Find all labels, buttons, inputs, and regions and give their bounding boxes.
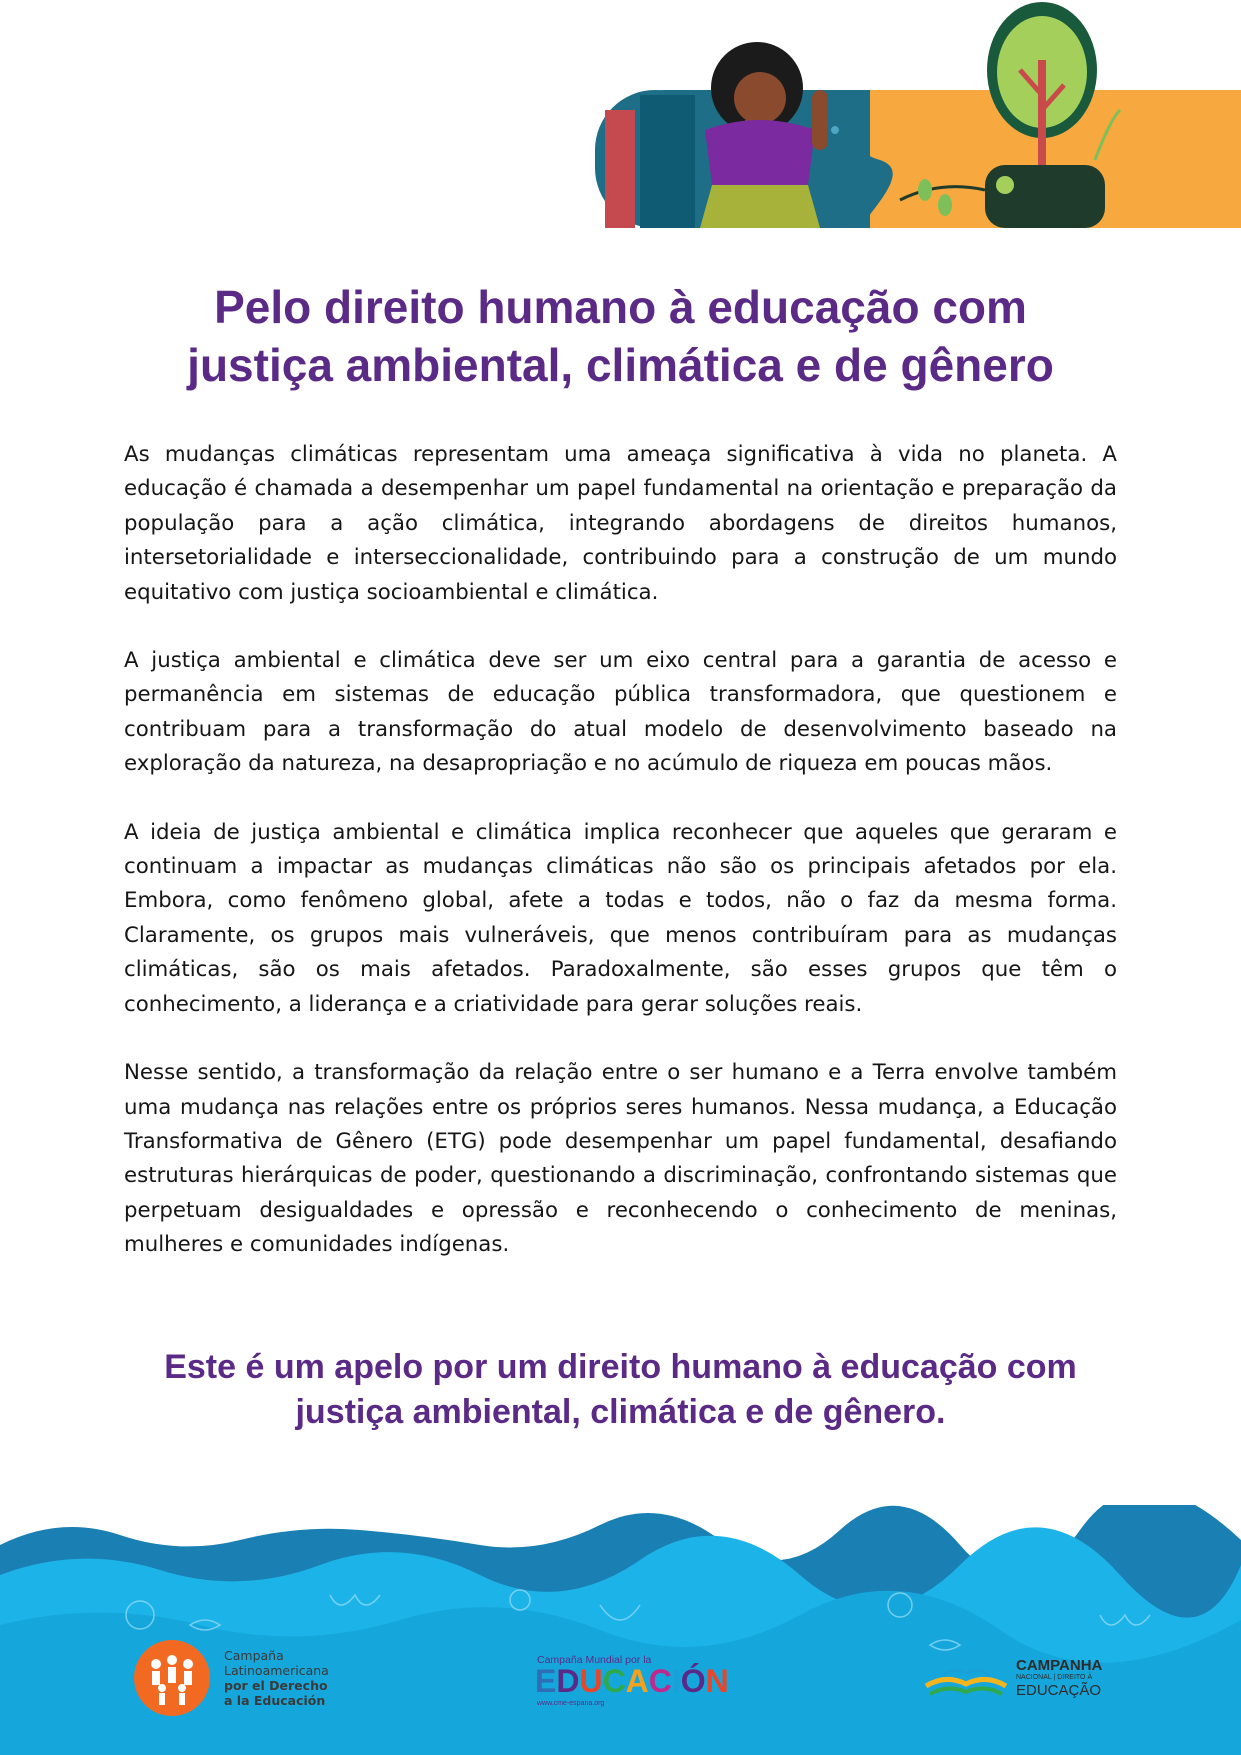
cme-tagline: Campaña Mundial por la [537, 1654, 652, 1666]
cme-wordmark-letter: A [625, 1663, 649, 1699]
cme-wordmark-letter: C [602, 1663, 626, 1699]
banner-pill [595, 90, 1241, 228]
cnde-line-2: NACIONAL | DIREITO À [1016, 1674, 1093, 1681]
clade-logo [132, 1638, 332, 1718]
header-illustration [0, 0, 1241, 240]
page-title [100, 278, 1141, 394]
cme-url: www.cme-espana.org [537, 1700, 605, 1707]
body-text [124, 438, 1117, 1297]
cme-wordmark-letter: C [648, 1663, 672, 1699]
cme-wordmark-letter: D [556, 1663, 580, 1699]
cme-logo [535, 1654, 729, 1710]
orange-people-circle-icon [132, 1638, 212, 1718]
clade-line-4: a la Educación [224, 1693, 326, 1708]
cme-wordmark-letter: E [535, 1663, 557, 1699]
cnde-line-3: EDUCAÇÃO [1016, 1682, 1102, 1699]
paragraph-2: A justiça ambiental e climática deve ser um eixo central para a garantia de acesso e permanência em sistemas de educação pública transformadora, que questionem e contribuam para a transformação do atual modelo de desenvolvimento baseado na exploração da natureza, na desapropriação e no acúmulo de riqueza em poucas mãos. [124, 648, 1117, 777]
cme-wordmark [535, 1663, 729, 1700]
cme-wordmark-letter: I [671, 1663, 681, 1699]
closing-appeal [100, 1345, 1141, 1435]
title-line-2: justiça ambiental, climática e de gênero [187, 339, 1054, 391]
appeal-line-1: Este é um apelo por um direito humano à educação com [164, 1348, 1077, 1386]
clade-line-2: Latinoamericana [224, 1663, 329, 1678]
woman-figure [700, 42, 828, 228]
appeal-line-2: justiça ambiental, climática e de gênero. [295, 1393, 946, 1431]
cnde-line-1: CAMPANHA [1016, 1657, 1103, 1674]
cme-wordmark-letter: U [579, 1663, 603, 1699]
cnde-logo [922, 1654, 1122, 1702]
cme-wordmark-letter: Ó [680, 1663, 706, 1699]
title-line-1: Pelo direito humano à educação com [214, 281, 1027, 333]
clade-line-1: Campaña [224, 1648, 284, 1663]
paragraph-3: A ideia de justiça ambiental e climática implica reconhecer que aqueles que geraram e continuam a impactar as mudanças climáticas não são os principais afetados por ela. Embora, como fenômeno global, afete a todas e todos, não o faz da mesma forma. Claramente, os grupos mais vulneráveis, que menos contribuíram para as mudanças climáticas, são os mais afetados. Paradoxalmente, são esses grupos que têm o conhecimento, a liderança e a criatividade para gerar soluções reais. [124, 819, 1117, 1017]
open-book-icon [922, 1656, 1010, 1700]
paragraph-4: Nesse sentido, a transformação da relação entre o ser humano e a Terra envolve também uma mudança nas relações entre os próprios seres humanos. Nessa mudança, a Educação Transformativa de Gênero (ETG) pode desempenhar um papel fundamental, desafiando estruturas hierárquicas de poder, questionando a discriminação, confrontando sistemas que perpetuam desigualdades e opressão e reconhecendo o conhecimento de meninas, mulheres e comunidades indígenas. [124, 1060, 1117, 1258]
cme-wordmark-letter: N [705, 1663, 729, 1699]
paragraph-1: As mudanças climáticas representam uma ameaça significativa à vida no planeta. A educação é chamada a desempenhar um papel fundamental na orientação e preparação da população para a ação climática, integrando abordagens de direitos humanos, intersetorialidade e interseccionalidade, contribuindo para a construção de um mundo equitativo com justiça socioambiental e climática. [124, 442, 1117, 605]
clade-line-3: por el Derecho [224, 1678, 328, 1693]
